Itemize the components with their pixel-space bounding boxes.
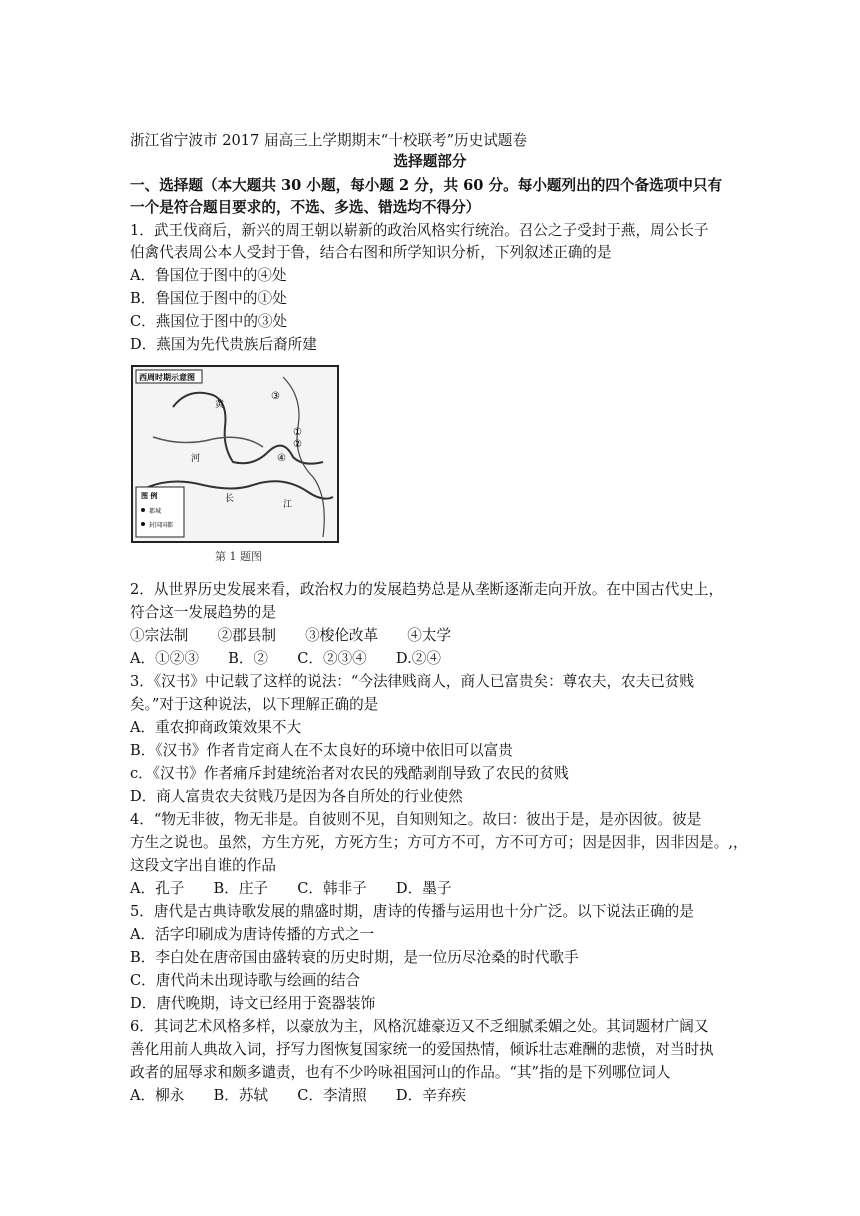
q3-option-d: D．商人富贵农夫贫贱乃是因为各自所处的行业使然 bbox=[130, 788, 463, 805]
map-label-huang: 黄 bbox=[215, 400, 225, 410]
instructions-line-2: 一个是符合题目要求的，不选、多选、错选均不得分） bbox=[130, 199, 481, 216]
map-legend-title: 图 例 bbox=[141, 491, 158, 500]
coastline bbox=[283, 377, 324, 537]
q5-option-a: A．活字印刷成为唐诗传播的方式之一 bbox=[130, 926, 375, 943]
q3-stem-line-2: 矣。”对于这种说法，以下理解正确的是 bbox=[130, 696, 379, 713]
q4-options: A．孔子 B．庄子 C．韩非子 D．墨子 bbox=[130, 880, 452, 897]
q1-figure-caption: 第 1 题图 bbox=[215, 550, 262, 563]
q1-stem-line-1: 1．武王伐商后，新兴的周王朝以崭新的政治风格实行统治。召公之子受封于燕，周公长子 bbox=[130, 222, 709, 239]
q4-stem-line-1: 4．“物无非彼，物无非是。自彼则不见，自知则知之。故曰：彼出于是，是亦因彼。彼是 bbox=[130, 811, 702, 828]
map-marker-1: ① bbox=[293, 427, 302, 438]
q6-options: A．柳永 B．苏轼 C．李清照 D．辛弃疾 bbox=[130, 1087, 467, 1104]
q4-stem-line-2: 方生之说也。虽然，方生方死，方死方生；方可方不可，方不可方可；因是因非，因非因是。,， bbox=[130, 834, 748, 851]
q5-stem: 5．唐代是古典诗歌发展的鼎盛时期，唐诗的传播与运用也十分广泛。以下说法正确的是 bbox=[130, 903, 694, 920]
section-heading: 选择题部分 bbox=[393, 153, 467, 170]
map-marker-3: ③ bbox=[271, 391, 280, 402]
q1-option-b: B．鲁国位于图中的①处 bbox=[130, 290, 287, 307]
map-title: 西周时期示意图 bbox=[139, 373, 195, 382]
q6-stem-line-1: 6．其词艺术风格多样，以豪放为主，风格沉雄豪迈又不乏细腻柔媚之处。其词题材广阔又 bbox=[130, 1018, 709, 1035]
exam-title: 浙江省宁波市 2017 届高三上学期期末“十校联考”历史试题卷 bbox=[130, 132, 527, 149]
q5-option-c: C．唐代尚未出现诗歌与绘画的结合 bbox=[130, 972, 361, 989]
q5-option-d: D．唐代晚期，诗文已经用于瓷器装饰 bbox=[130, 995, 376, 1012]
map-marker-4: ④ bbox=[277, 453, 286, 464]
q4-stem-line-3: 这段文字出自谁的作品 bbox=[130, 857, 276, 874]
map-marker-2: ② bbox=[293, 439, 302, 450]
q3-stem-line-1: 3．《汉书》中记载了这样的说法：“今法律贱商人，商人已富贵矣：尊农夫，农夫已贫贱 bbox=[130, 673, 695, 690]
q3-option-b: B．《汉书》作者肯定商人在不太良好的环境中依旧可以富贵 bbox=[130, 742, 513, 759]
map-legend-fief: 封国国都 bbox=[149, 522, 174, 529]
q3-option-c: c．《汉书》作者痛斥封建统治者对农民的残酷剥削导致了农民的贫贱 bbox=[130, 765, 569, 782]
instructions-line-1: 一、选择题（本大题共 30 小题，每小题 2 分，共 60 分。每小题列出的四个备选项中只有 bbox=[130, 177, 723, 194]
map-label-chang: 长 bbox=[225, 494, 235, 504]
q2-options: A．①②③ B．② C．②③④ D.②④ bbox=[130, 650, 441, 667]
q6-stem-line-2: 善化用前人典故入词，抒写力图恢复国家统一的爱国热情，倾诉壮志难酬的悲愤，对当时执 bbox=[130, 1041, 714, 1058]
map-legend-capital: 都城 bbox=[149, 508, 162, 515]
q6-stem-line-3: 政者的屈辱求和颇多谴责，也有不少吟咏祖国河山的作品。“其”指的是下列哪位词人 bbox=[130, 1064, 671, 1081]
q1-map-figure bbox=[131, 365, 339, 543]
wei-river bbox=[153, 437, 263, 447]
q1-option-d: D．燕国为先代贵族后裔所建 bbox=[130, 336, 317, 353]
q5-option-b: B．李白处在唐帝国由盛转衰的历史时期，是一位历尽沧桑的时代歌手 bbox=[130, 949, 579, 966]
q1-option-c: C．燕国位于图中的③处 bbox=[130, 313, 288, 330]
q3-option-a: A．重农抑商政策效果不大 bbox=[130, 719, 302, 736]
q2-stem-line-1: 2．从世界历史发展来看，政治权力的发展趋势总是从垄断逐渐走向开放。在中国古代史上， bbox=[130, 581, 724, 598]
q1-option-a: A．鲁国位于图中的④处 bbox=[130, 267, 287, 284]
map-label-he: 河 bbox=[191, 454, 201, 464]
q2-stem-line-2: 符合这一发展趋势的是 bbox=[130, 604, 276, 621]
map-label-jiang: 江 bbox=[283, 500, 293, 510]
q1-stem-line-2: 伯禽代表周公本人受封于鲁，结合右图和所学知识分析，下列叙述正确的是 bbox=[130, 244, 612, 261]
q2-items: ①宗法制 ②郡县制 ③梭伦改革 ④太学 bbox=[130, 627, 452, 644]
western-zhou-map bbox=[133, 367, 337, 541]
legend-fief-symbol bbox=[141, 522, 145, 526]
legend-capital-symbol bbox=[141, 508, 145, 512]
